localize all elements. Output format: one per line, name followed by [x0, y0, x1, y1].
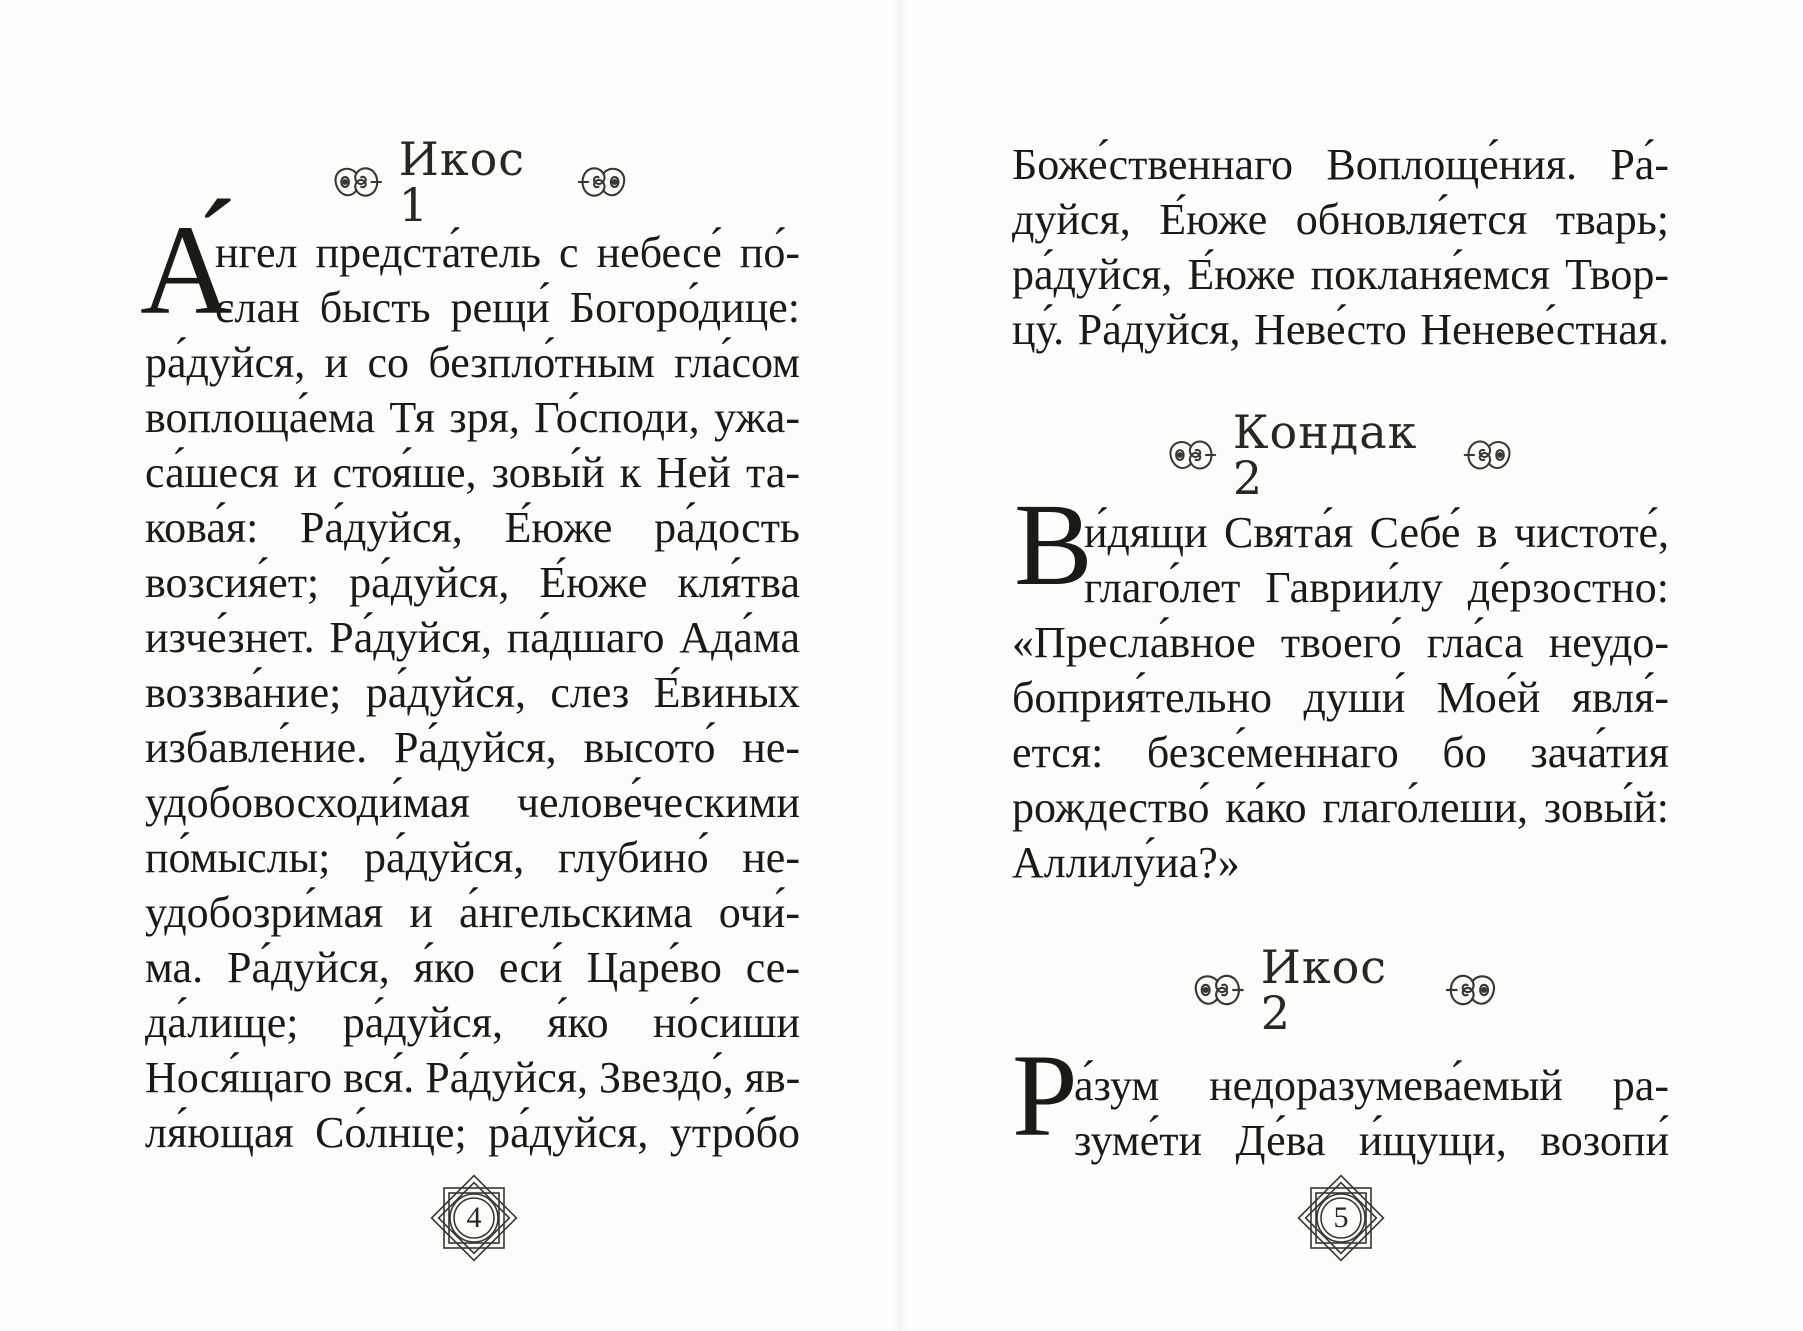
knot-ornament-icon [330, 157, 385, 207]
text-line: ра́дуйся, Е́юже покланя́емся Твор- [1012, 250, 1669, 299]
text-line: удобовосходи́мая челове́ческими [145, 778, 800, 827]
text-line: Нося́щаго вся́. Ра́дуйся, Звездо́, яв- [145, 1053, 801, 1102]
text-line: избавле́ние. Ра́дуйся, высото́ не- [145, 723, 800, 772]
text-line: а́зум недоразумева́емый ра- [1074, 1061, 1669, 1110]
text-line: цу́. Ра́дуйся, Неве́сто Неневе́стная. [1012, 305, 1669, 354]
knot-ornament-icon [1443, 965, 1500, 1015]
ikos-2-heading [1190, 940, 1500, 1040]
text-line: ра́дуйся, и со безпло́тным гла́сом [145, 338, 800, 387]
text-line: дуйся, Е́юже обновля́ется тварь; [1012, 195, 1669, 244]
text-line: Аллилу́иа?» [1012, 838, 1240, 887]
text-line: нгел предста́тель с небесе́ по́- [215, 228, 800, 277]
text-line: удобозри́мая и а́нгельскима очи́- [145, 888, 800, 937]
text-line: кова́я: Ра́дуйся, Е́юже ра́дость [145, 503, 800, 552]
text-line: изче́знет. Ра́дуйся, па́дшаго Ада́ма [145, 613, 800, 662]
ikos-1-text [145, 225, 800, 1160]
ikos-1-heading [330, 132, 630, 232]
text-line: да́лище; ра́дуйся, я́ко но́сиши [145, 998, 800, 1047]
ikos-1-continuation [1012, 137, 1669, 357]
text-line: са́шеся и стоя́ше, зовы́й к Ней та- [145, 448, 800, 497]
page-number: 5 [1333, 1201, 1349, 1234]
text-line: боприя́тельно души́ Мое́й явля́- [1012, 673, 1669, 722]
text-line: Боже́ственнаго Воплоще́ния. Ра́- [1012, 140, 1669, 189]
right-page [900, 0, 1803, 1331]
text-line: возсия́ет; ра́дуйся, Е́юже кля́тва [145, 558, 800, 607]
text-line: и́дящи Свята́я Себе́ в чистоте́, [1084, 508, 1669, 557]
kontakion-2-text [1012, 505, 1669, 890]
page-number: 4 [466, 1201, 482, 1234]
heading-title: Икос 2 [1260, 940, 1388, 1040]
text-line: по́мыслы; ра́дуйся, глубино́ не- [145, 833, 800, 882]
ikos-2-text [1012, 1058, 1669, 1168]
knot-ornament-icon [1165, 430, 1219, 480]
text-line: слан бысть рещи́ Богоро́дице: [215, 283, 800, 332]
knot-ornament-icon [1461, 430, 1515, 480]
text-line: глаго́лет Гаврии́лу де́рзостно: [1084, 563, 1669, 612]
page-number-badge [428, 1172, 520, 1264]
left-page [0, 0, 900, 1331]
text-line: воплоща́ема Тя зря, Го́споди, ужа- [145, 393, 800, 442]
heading-title: Икос 1 [398, 132, 526, 232]
text-line: воззва́ние; ра́дуйся, слез Е́виных [145, 668, 800, 717]
text-line: ется: безсе́меннаго бо зача́тия [1012, 728, 1669, 777]
text-line: рождество́ ка́ко глаго́леши, зовы́й: [1012, 783, 1669, 832]
kontakion-2-heading [1165, 405, 1515, 505]
knot-ornament-icon [1190, 965, 1247, 1015]
text-line: «Пресла́вное твоего́ гла́са неудо- [1012, 618, 1669, 667]
drop-cap: В [1014, 479, 1093, 610]
heading-title: Кондак 2 [1232, 405, 1418, 505]
page-number-badge [1295, 1172, 1387, 1264]
text-line: ма. Ра́дуйся, я́ко еси́ Царе́во се- [145, 943, 800, 992]
drop-cap: Р [1012, 1030, 1078, 1161]
text-line: ля́ющая Со́лнце; ра́дуйся, утро́бо [145, 1108, 800, 1157]
knot-ornament-icon [575, 157, 630, 207]
text-line: зуме́ти Де́ва и́щущи, возопи́ [1074, 1116, 1669, 1165]
drop-cap: А́ [140, 199, 233, 341]
